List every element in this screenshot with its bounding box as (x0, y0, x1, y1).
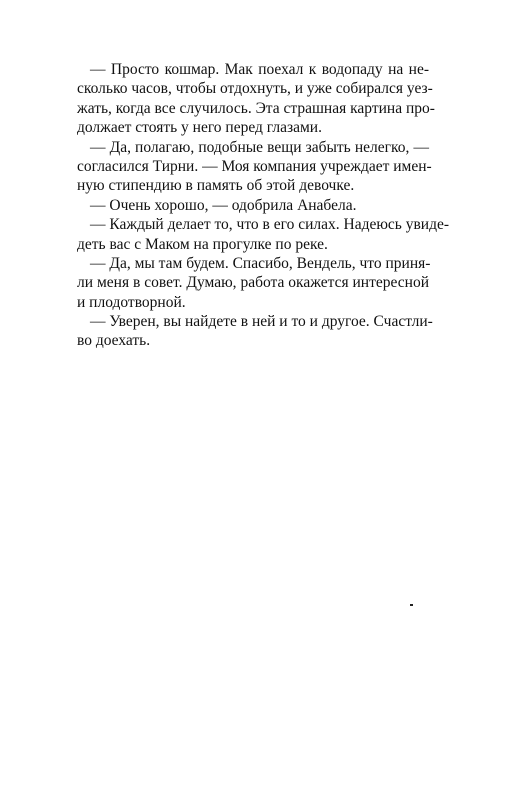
text-line: должает стоять у него перед глазами. (77, 119, 322, 137)
text-line: во доехать. (77, 332, 151, 350)
text-line: — Да, мы там будем. Спасибо, Вендель, что приня- (90, 254, 431, 272)
text-line: сколько часов, чтобы отдохнуть, и уже собирался уез- (77, 80, 433, 98)
text-line: ли меня в совет. Думаю, работа окажется интересной (77, 274, 429, 292)
paragraph (77, 196, 429, 215)
dialogue-text (77, 60, 450, 351)
paragraph (77, 138, 432, 196)
text-line: и плодотворной. (77, 293, 186, 311)
text-line: ную стипендию в память об этой девочке. (77, 177, 355, 195)
text-line: жать, когда все случилось. Эта страшная картина про- (77, 99, 435, 117)
text-line: — Просто кошмар. Мак поехал к водопаду на не- (90, 61, 429, 78)
text-line: — Да, полагаю, подобные вещи забыть нелегко, — (90, 138, 429, 156)
paragraph (77, 312, 433, 351)
paragraph (77, 254, 429, 312)
text-line: согласился Тирни. — Моя компания учреждает имен- (77, 157, 432, 175)
text-line: — Уверен, вы найдете в ней и то и другое. Счастли- (90, 313, 433, 331)
text-line: — Каждый делает то, что в его силах. Надеюсь увиде- (90, 216, 450, 234)
scan-speck (410, 604, 413, 606)
text-line: — Очень хорошо, — одобрила Анабела. (90, 196, 357, 214)
paragraph (77, 60, 435, 138)
paragraph (77, 215, 450, 254)
text-line: деть вас с Маком на прогулке по реке. (77, 235, 328, 253)
